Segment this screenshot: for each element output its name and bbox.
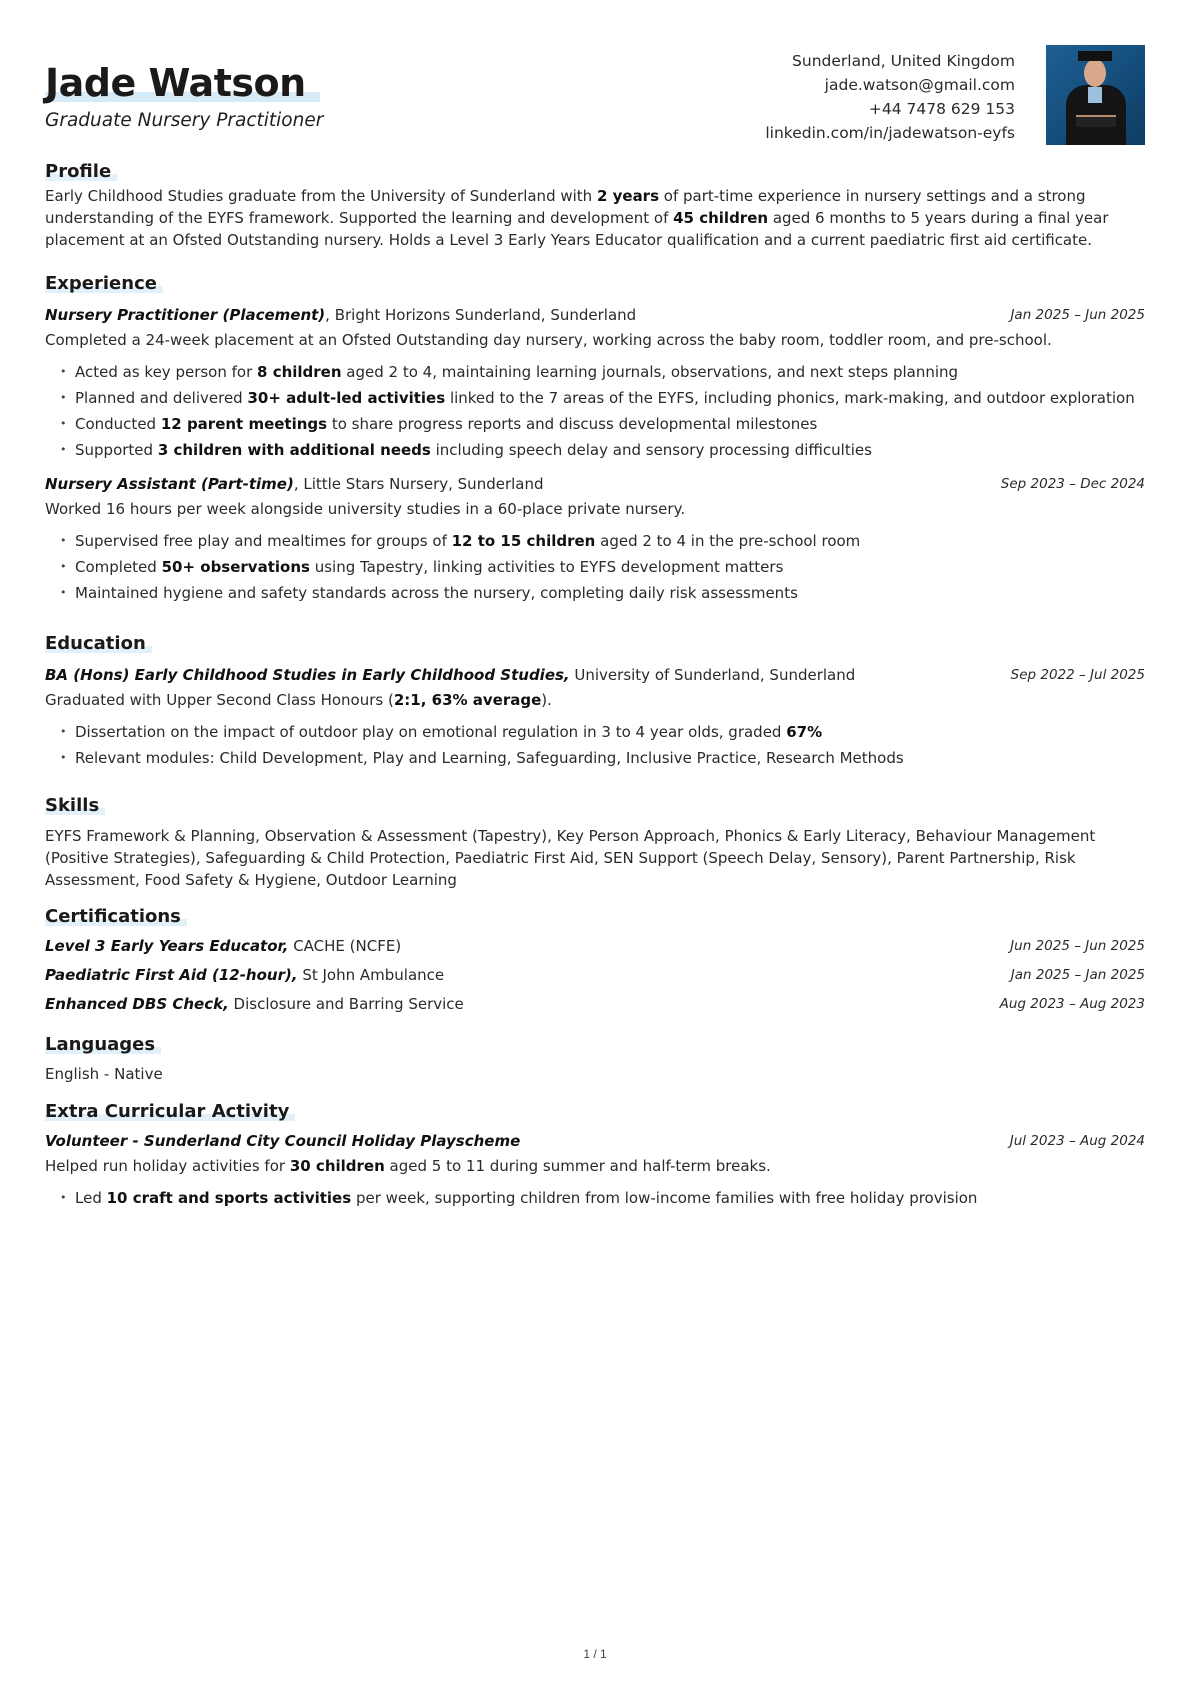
certification-date: Aug 2023 – Aug 2023 bbox=[999, 996, 1145, 1012]
extra-bullets bbox=[45, 1185, 1145, 1211]
languages-text: English - Native bbox=[45, 1065, 163, 1083]
experience-entry bbox=[45, 473, 1145, 606]
experience-summary: Completed a 24-week placement at an Ofsted Outstanding day nursery, working across the baby room, toddler room, and pre-school. bbox=[45, 331, 1052, 349]
bullet-item: • Planned and delivered 30+ adult-led activities linked to the 7 areas of the EYFS, including phonics, mark-making, and outdoor exploration bbox=[45, 385, 1145, 411]
experience-date: Sep 2023 – Dec 2024 bbox=[1000, 476, 1145, 492]
photo-cap-shape bbox=[1078, 51, 1112, 61]
resume-page bbox=[45, 0, 1145, 1207]
bullet-item: • Supervised free play and mealtimes for groups of 12 to 15 children aged 2 to 4 in the pre-school room bbox=[45, 528, 1145, 554]
certification-item: Level 3 Early Years Educator, CACHE (NCFE) Jun 2025 – Jun 2025 bbox=[45, 937, 1145, 955]
contact-location: Sunderland, United Kingdom bbox=[792, 52, 1015, 70]
certification-date: Jun 2025 – Jun 2025 bbox=[1010, 938, 1145, 954]
education-date: Sep 2022 – Jul 2025 bbox=[1010, 667, 1145, 683]
section-experience bbox=[45, 272, 1145, 606]
contact-block bbox=[765, 49, 1015, 145]
section-languages bbox=[45, 1033, 1145, 1085]
section-skills bbox=[45, 794, 1145, 891]
photo-head-shape bbox=[1084, 59, 1106, 87]
section-certifications bbox=[45, 905, 1145, 1015]
bullet-item: • Completed 50+ observations using Tapestry, linking activities to EYFS development matters bbox=[45, 554, 1145, 580]
experience-role: Nursery Assistant (Part-time) bbox=[45, 475, 294, 493]
bullet-item: • Relevant modules: Child Development, Play and Learning, Safeguarding, Inclusive Practice, Research Methods bbox=[45, 745, 1145, 771]
photo-collar-shape bbox=[1088, 87, 1102, 103]
extra-role: Volunteer - Sunderland City Council Holiday Playscheme bbox=[45, 1132, 521, 1150]
profile-photo bbox=[1046, 45, 1145, 145]
contact-linkedin[interactable]: linkedin.com/in/jadewatson-eyfs bbox=[765, 124, 1015, 142]
experience-date: Jan 2025 – Jun 2025 bbox=[1010, 307, 1145, 323]
experience-role: Nursery Practitioner (Placement) bbox=[45, 306, 326, 324]
section-heading-extra-curricular: Extra Curricular Activity bbox=[45, 1100, 295, 1124]
section-education bbox=[45, 632, 1145, 771]
profile-text: Early Childhood Studies graduate from the University of Sunderland with 2 years of part-time experience in nursery settings and a strong understanding of the EYFS framework. Supported the learning and development of 45 children aged 6 months to 5 years during a final year placement at an Ofsted Outstanding nursery. Holds a Level 3 Early Years Educator qualification and a current paediatric first aid certificate. bbox=[45, 187, 1109, 249]
extra-entry-header bbox=[45, 1130, 1145, 1152]
contact-phone[interactable]: +44 7478 629 153 bbox=[868, 100, 1015, 118]
education-bullets bbox=[45, 719, 1145, 771]
bullet-item: • Conducted 12 parent meetings to share progress reports and discuss developmental milestones bbox=[45, 411, 1145, 437]
section-profile bbox=[45, 160, 1145, 251]
experience-summary: Worked 16 hours per week alongside university studies in a 60-place private nursery. bbox=[45, 500, 686, 518]
section-heading-education: Education bbox=[45, 632, 152, 656]
experience-org: , Bright Horizons Sunderland, Sunderland bbox=[325, 306, 637, 324]
education-degree: BA (Hons) Early Childhood Studies in Early Childhood Studies, bbox=[45, 666, 570, 684]
extra-summary: Helped run holiday activities for 30 children aged 5 to 11 during summer and half-term breaks. bbox=[45, 1157, 771, 1175]
education-entry-header bbox=[45, 664, 1145, 686]
section-heading-experience: Experience bbox=[45, 272, 163, 296]
resume-header bbox=[45, 0, 1145, 160]
contact-email[interactable]: jade.watson@gmail.com bbox=[824, 76, 1015, 94]
photo-arms-shape bbox=[1076, 115, 1116, 127]
experience-entry-header bbox=[45, 473, 1145, 495]
experience-bullets bbox=[45, 528, 1145, 606]
experience-entry-header bbox=[45, 304, 1145, 326]
experience-entry bbox=[45, 304, 1145, 463]
certification-date: Jan 2025 – Jan 2025 bbox=[1010, 967, 1145, 983]
certification-item: Paediatric First Aid (12-hour), St John Ambulance Jan 2025 – Jan 2025 bbox=[45, 966, 1145, 984]
experience-bullets bbox=[45, 359, 1145, 463]
bullet-item: • Supported 3 children with additional needs including speech delay and sensory processing difficulties bbox=[45, 437, 1145, 463]
section-heading-certifications: Certifications bbox=[45, 905, 187, 929]
section-heading-profile: Profile bbox=[45, 160, 117, 184]
section-heading-languages: Languages bbox=[45, 1033, 161, 1057]
candidate-name: Jade Watson bbox=[45, 60, 320, 106]
skills-text: EYFS Framework & Planning, Observation & Assessment (Tapestry), Key Person Approach, Phonics & Early Literacy, Behaviour Management (Positive Strategies), Safeguarding & Child Protection, Paediatric First Aid, SEN Support (Speech Delay, Sensory), Parent Partnership, Risk Assessment, Food Safety & Hygiene, Outdoor Learning bbox=[45, 827, 1096, 889]
education-institution: University of Sunderland, Sunderland bbox=[569, 666, 856, 684]
bullet-item: • Dissertation on the impact of outdoor play on emotional regulation in 3 to 4 year olds, graded 67% bbox=[45, 719, 1145, 745]
page-number: 1 / 1 bbox=[583, 1647, 607, 1661]
section-extra-curricular bbox=[45, 1100, 1145, 1211]
section-heading-skills: Skills bbox=[45, 794, 105, 818]
certification-item: Enhanced DBS Check, Disclosure and Barring Service Aug 2023 – Aug 2023 bbox=[45, 995, 1145, 1013]
experience-org: , Little Stars Nursery, Sunderland bbox=[293, 475, 544, 493]
bullet-item: • Led 10 craft and sports activities per week, supporting children from low-income families with free holiday provision bbox=[45, 1185, 1145, 1211]
job-title: Graduate Nursery Practitioner bbox=[45, 110, 324, 131]
extra-date: Jul 2023 – Aug 2024 bbox=[1009, 1133, 1145, 1149]
bullet-item: • Acted as key person for 8 children aged 2 to 4, maintaining learning journals, observations, and next steps planning bbox=[45, 359, 1145, 385]
education-summary: Graduated with Upper Second Class Honours (2:1, 63% average). bbox=[45, 691, 552, 709]
bullet-item: • Maintained hygiene and safety standards across the nursery, completing daily risk assessments bbox=[45, 580, 1145, 606]
